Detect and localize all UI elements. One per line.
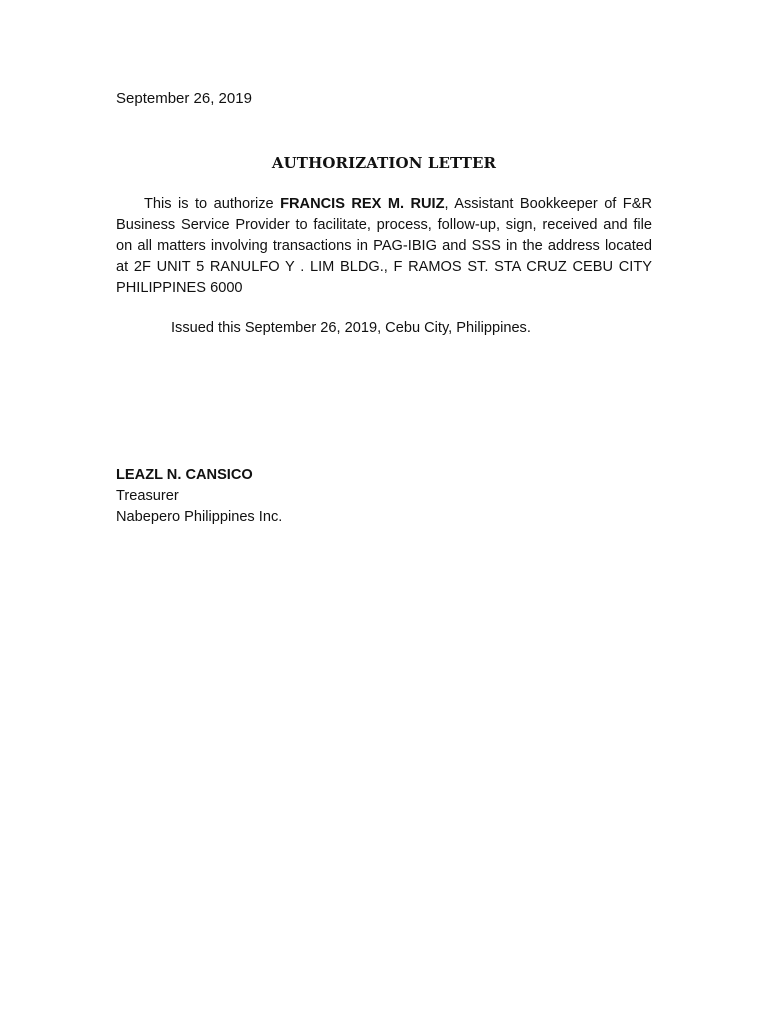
body-intro: This is to authorize	[144, 196, 281, 212]
letter-body	[116, 194, 652, 299]
authorized-person-name: FRANCIS REX M. RUIZ	[280, 196, 445, 212]
body-text-part-1: , Assistant Bookkeeper of F&R Business Service Provider to facilitate, process, follow-up, sign, received and file on all matters involving transactions in	[116, 196, 652, 254]
issued-line: Issued this September 26, 2019, Cebu City, Philippines.	[171, 320, 531, 336]
letter-title: AUTHORIZATION LETTER	[271, 154, 497, 172]
agency-pagibig: PAG-IBIG	[373, 238, 437, 254]
signatory-position: Treasurer	[116, 488, 179, 504]
signatory-company: Nabepero Philippines Inc.	[116, 509, 283, 525]
agency-sss: SSS	[471, 238, 501, 254]
signatory-block	[116, 465, 516, 528]
signatory-name: LEAZL N. CANSICO	[116, 467, 253, 483]
letter-date: September 26, 2019	[116, 90, 252, 107]
body-text-part-2: and	[436, 238, 472, 254]
body-text-part-3: in the address located at 2F UNIT 5 RANULFO Y . LIM BLDG., F RAMOS ST. STA CRUZ CEBU CITY PHILIPPINES 6000	[116, 238, 652, 296]
